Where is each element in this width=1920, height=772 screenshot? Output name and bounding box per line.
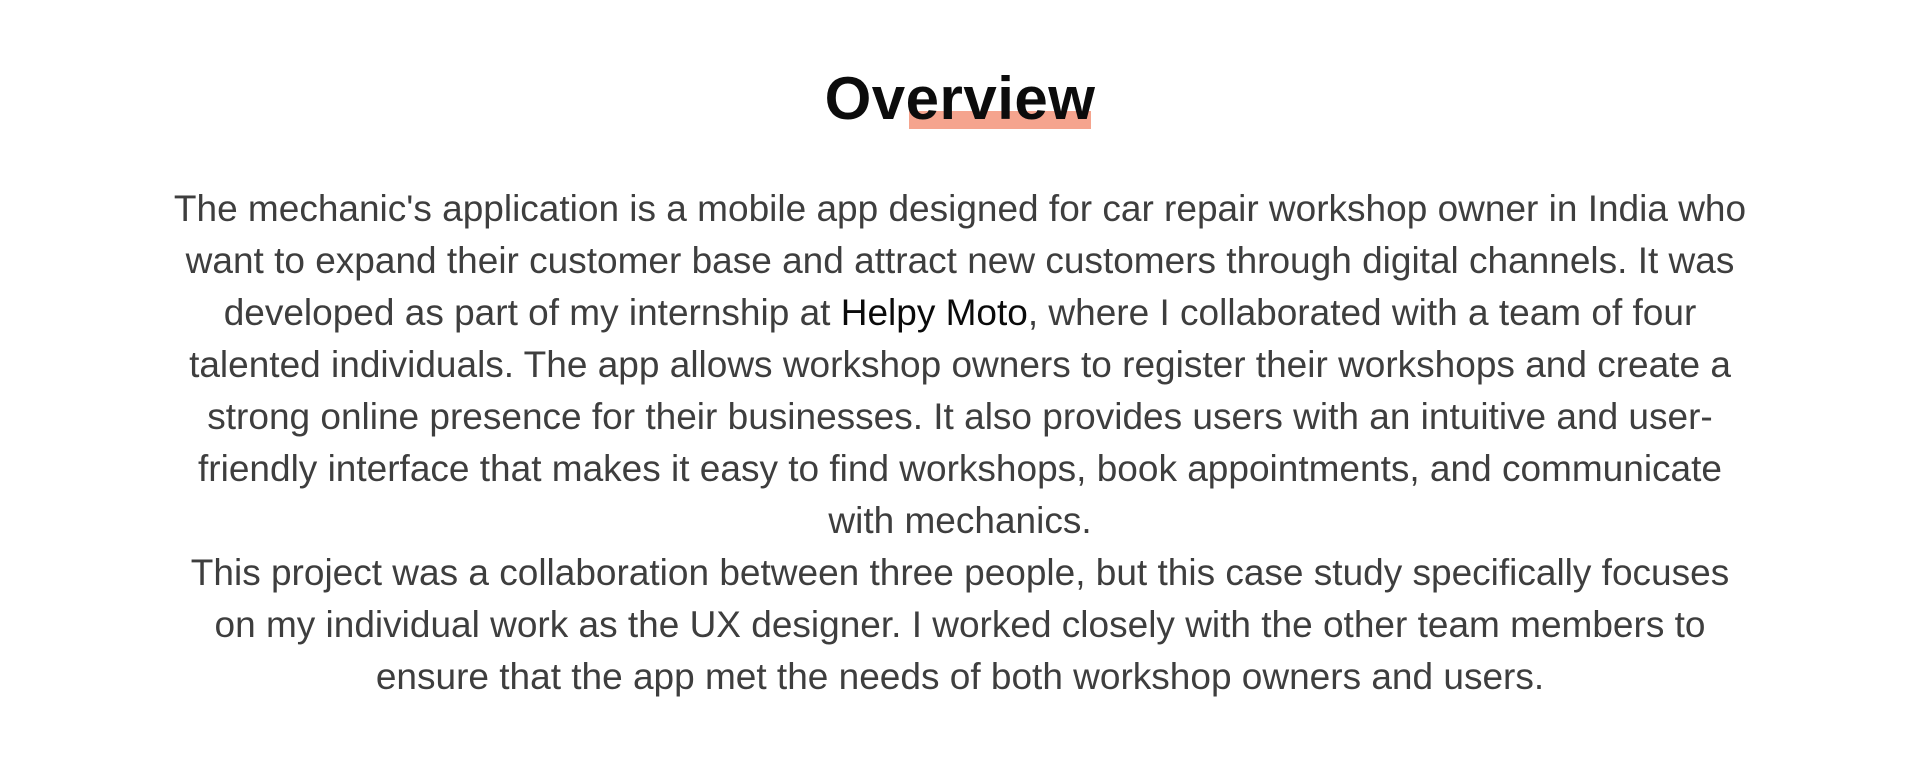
body-text-segment: friendly interface that makes it easy to find workshops, book appointments, and communicate — [198, 448, 1722, 489]
body-text-segment: talented individuals. The app allows workshop owners to register their workshops and create a — [189, 344, 1731, 385]
body-text-segment: strong online presence for their businesses. It also provides users with an intuitive and user- — [207, 396, 1713, 437]
paragraph-line — [0, 547, 1920, 599]
body-text-segment: The mechanic's application is a mobile app designed for car repair workshop owner in India who — [173, 188, 1747, 229]
paragraph-line — [0, 391, 1920, 443]
body-text-segment: on my individual work as the UX designer. I worked closely with the other team members to — [214, 604, 1706, 645]
body-text-segment: , where I collaborated with a team of four — [1027, 292, 1697, 333]
paragraph-line — [0, 339, 1920, 391]
body-text-segment: This project was a collaboration between three people, but this case study specifically focuses — [190, 552, 1730, 593]
paragraph-line — [0, 651, 1920, 703]
paragraph-line — [0, 443, 1920, 495]
paragraph — [0, 547, 1920, 703]
paragraph-line — [0, 287, 1920, 339]
page-title-text: Overview — [824, 65, 1096, 132]
body-text-segment: ensure that the app met the needs of both workshop owners and users. — [375, 656, 1545, 697]
paragraph-line — [0, 599, 1920, 651]
section-heading — [0, 64, 1920, 133]
page-title — [825, 64, 1096, 133]
paragraph — [0, 183, 1920, 547]
body-text-segment: with mechanics. — [828, 500, 1092, 541]
brand-name-text: Helpy Moto — [840, 292, 1028, 333]
paragraph-line — [0, 495, 1920, 547]
paragraph-line — [0, 235, 1920, 287]
body-text-segment: want to expand their customer base and attract new customers through digital channels. It was — [185, 240, 1735, 281]
paragraph-line — [0, 183, 1920, 235]
overview-article — [0, 183, 1920, 703]
body-text-segment: developed as part of my internship at — [223, 292, 841, 333]
